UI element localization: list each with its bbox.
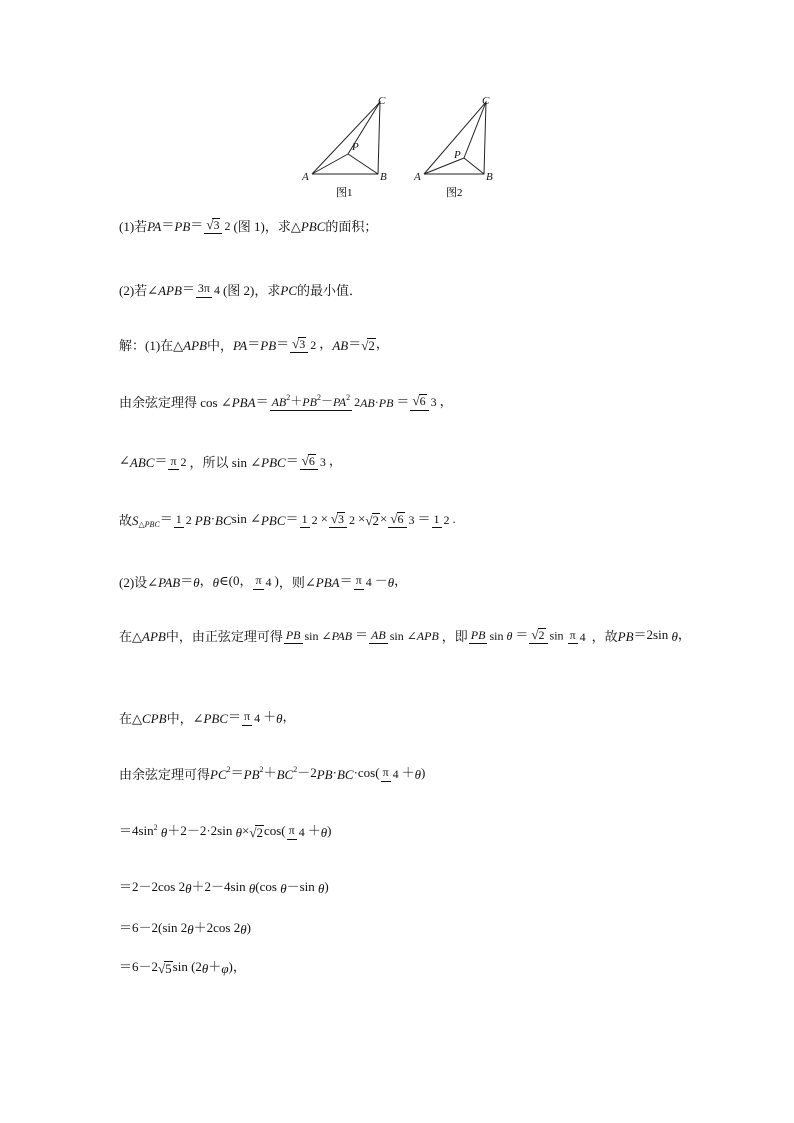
fig1-caption: 图1 bbox=[336, 187, 353, 199]
fig2-label-p: P bbox=[454, 149, 461, 161]
fig2-caption: 图2 bbox=[446, 187, 463, 199]
figure-2 bbox=[424, 102, 486, 174]
solution-line-2: 由余弦定理得 cos ∠PBA＝ $AB^2+PB^2-PA^2$ 2AB·PB ＝ √6 3 ， bbox=[119, 393, 453, 410]
solution-line-1: 解：(1)在△APB中，PA＝PB＝ √3 2 ，AB＝√2， bbox=[119, 336, 389, 354]
fig1-label-p: P bbox=[352, 141, 359, 153]
triangle-abc-1 bbox=[312, 102, 380, 174]
solution-line-12: ＝6－2√5sin (2θ＋φ)， bbox=[119, 959, 246, 977]
question-1: (1)若PA＝PB＝ √3 2 (图 1)，求△PBC的面积； bbox=[119, 217, 378, 234]
question-2: (2)若∠APB＝ 3π 4 (图 2)，求PC的最小值． bbox=[119, 281, 363, 298]
solution-line-11: ＝6－2(sin 2θ＋2cos 2θ) bbox=[119, 920, 251, 937]
segment-pc-2 bbox=[464, 102, 486, 158]
fig2-label-b: B bbox=[486, 171, 493, 183]
triangle-figures bbox=[300, 92, 500, 202]
segment-pb-2 bbox=[464, 158, 484, 174]
segment-pa-1 bbox=[312, 154, 348, 174]
solution-line-7: 在△CPB中，∠PBC＝ π 4 ＋θ， bbox=[119, 709, 296, 726]
solution-line-3: ∠ABC＝ π 2 ，所以 sin ∠PBC＝ √6 3 ， bbox=[119, 453, 342, 470]
figure-1 bbox=[312, 102, 380, 174]
solution-line-4: 故$S_{\triangle PBC}= 1$ 2 PB·BCsin ∠PBC＝ 1 2 × √3 2 ×√2× √6 3 ＝ 1 2 . bbox=[119, 511, 456, 529]
solution-line-5: (2)设∠PAB＝θ，θ∈(0， π 4 )，则∠PBA＝ π 4 －θ， bbox=[119, 573, 408, 590]
segment-pb-1 bbox=[348, 154, 378, 174]
fig2-label-a: A bbox=[414, 171, 421, 183]
fig1-label-a: A bbox=[302, 171, 309, 183]
solution-line-10: ＝2－2cos 2θ＋2－4sin θ(cos θ－sin θ) bbox=[119, 879, 329, 896]
fig1-label-b: B bbox=[380, 171, 387, 183]
solution-line-9: $=4\sin^2$ θ＋2－2·2sin θ×√2cos( π 4 ＋θ) bbox=[119, 823, 332, 841]
triangle-abc-2 bbox=[424, 102, 486, 174]
solution-line-8: 由余弦定理可得$PC^2=PB^2+BC^2-2PB\cdot BC\cdot\cos$( π 4 ＋θ) bbox=[119, 765, 426, 782]
fig2-label-c: C bbox=[482, 95, 490, 107]
fig1-label-c: C bbox=[378, 95, 386, 107]
solution-line-6: 在△APB中，由正弦定理可得 PB sin ∠PAB ＝ AB sin ∠APB ，即 PB sin θ ＝ √2 sin π 4 ，故PB＝2sin θ， bbox=[119, 627, 691, 644]
